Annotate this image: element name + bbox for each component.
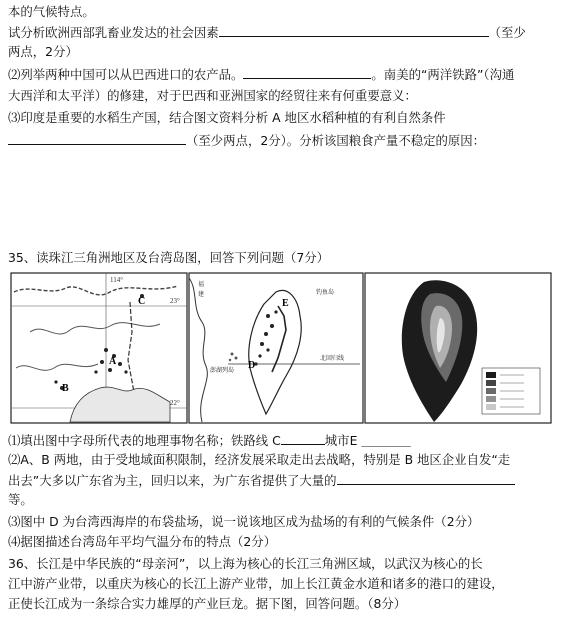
question-35-2-line-1: ⑵A、B 两地，由于受地域面积限制，经济发展采取走出去战略，特别是 B 地区企业自发“走	[8, 452, 511, 467]
map1-label-a: A	[109, 356, 117, 367]
text-line-6: ⑶印度是重要的水稻生产国，结合图文资料分析 A 地区水稻种植的有利自然条件	[8, 110, 446, 125]
question-text: 出去”大多以广东省为主，回归以来，为广东省提供了大量的	[8, 473, 337, 488]
text-line-7	[8, 132, 485, 149]
map1-lat-label-23: 23°	[170, 297, 180, 305]
question-35-1	[8, 432, 411, 449]
taiwan-map	[188, 272, 364, 424]
text-line-4	[8, 66, 514, 83]
question-text: ⑵列举两种中国可以从巴西进口的农产品。	[8, 67, 244, 82]
taiwan-temperature-map	[364, 272, 552, 424]
question-text: 试分析欧洲西部乳畜业发达的社会因素	[8, 25, 219, 40]
map1-lat-label-22: 22°	[170, 399, 180, 407]
question-text: （至少	[488, 25, 526, 40]
answer-blank-c	[281, 432, 325, 445]
question-35-3: ⑶图中 D 为台湾西海岸的布袋盐场，说一说该地区成为盐场的有利的气候条件（2分）	[8, 514, 480, 529]
map2-label-penghu: 澎湖列岛	[210, 367, 235, 374]
text-line-1: 本的气候特点。	[8, 4, 95, 19]
question-36-line-2: 江中游产业带，以重庆为核心的长江上游产业带，加上长江黄金水道和诸多的港口的建设，	[8, 576, 504, 591]
answer-blank	[219, 24, 489, 37]
text-line-2	[8, 24, 526, 41]
map2-label-e: E	[282, 298, 289, 309]
answer-blank	[337, 472, 515, 485]
map1-label-b: B	[62, 383, 69, 394]
text-line-5: 大西洋和太平洋）的修建，对于巴西和亚洲国家的经贸往来有何重要意义：	[8, 88, 417, 103]
map2-label-fu: 福	[198, 281, 205, 288]
maps-figure	[10, 272, 552, 424]
answer-blank	[8, 132, 186, 145]
question-text: ⑴填出图中字母所代表的地理事物名称；铁路线 C	[8, 433, 281, 448]
question-35-2-line-2	[8, 472, 515, 489]
question-text: （至少两点，2分）。分析该国粮食产量不稳定的原因：	[186, 133, 486, 148]
question-text: 城市E ＿＿＿＿	[324, 433, 411, 448]
map1-lon-label: 114°	[110, 276, 124, 284]
answer-blank	[243, 66, 371, 79]
pearl-river-delta-map	[10, 272, 188, 424]
map2-label-d: D	[248, 360, 256, 371]
map2-label-diaoyu: 钓鱼岛	[316, 289, 335, 296]
question-36-line-1: 36、长江是中华民族的“母亲河”，以上海为核心的长江三角洲区域，以武汉为核心的长	[8, 556, 483, 571]
map2-label-jian: 建	[198, 291, 205, 298]
text-line-3: 两点，2分）	[8, 44, 78, 59]
question-text: 。南美的“两洋铁路”（沟通	[371, 67, 515, 82]
map2-label-tropic: 北回归线	[320, 355, 345, 362]
question-35-4: ⑷据图描述台湾岛年平均气温分布的特点（2分）	[8, 534, 277, 549]
question-35-2-line-3: 等。	[8, 492, 33, 507]
question-35-title: 35、读珠江三角洲地区及台湾岛图，回答下列问题（7分）	[8, 250, 330, 265]
map1-label-c: C	[138, 296, 146, 307]
question-36-line-3: 正使长江成为一条综合实力雄厚的产业巨龙。据下图，回答问题。（8分）	[8, 596, 407, 611]
